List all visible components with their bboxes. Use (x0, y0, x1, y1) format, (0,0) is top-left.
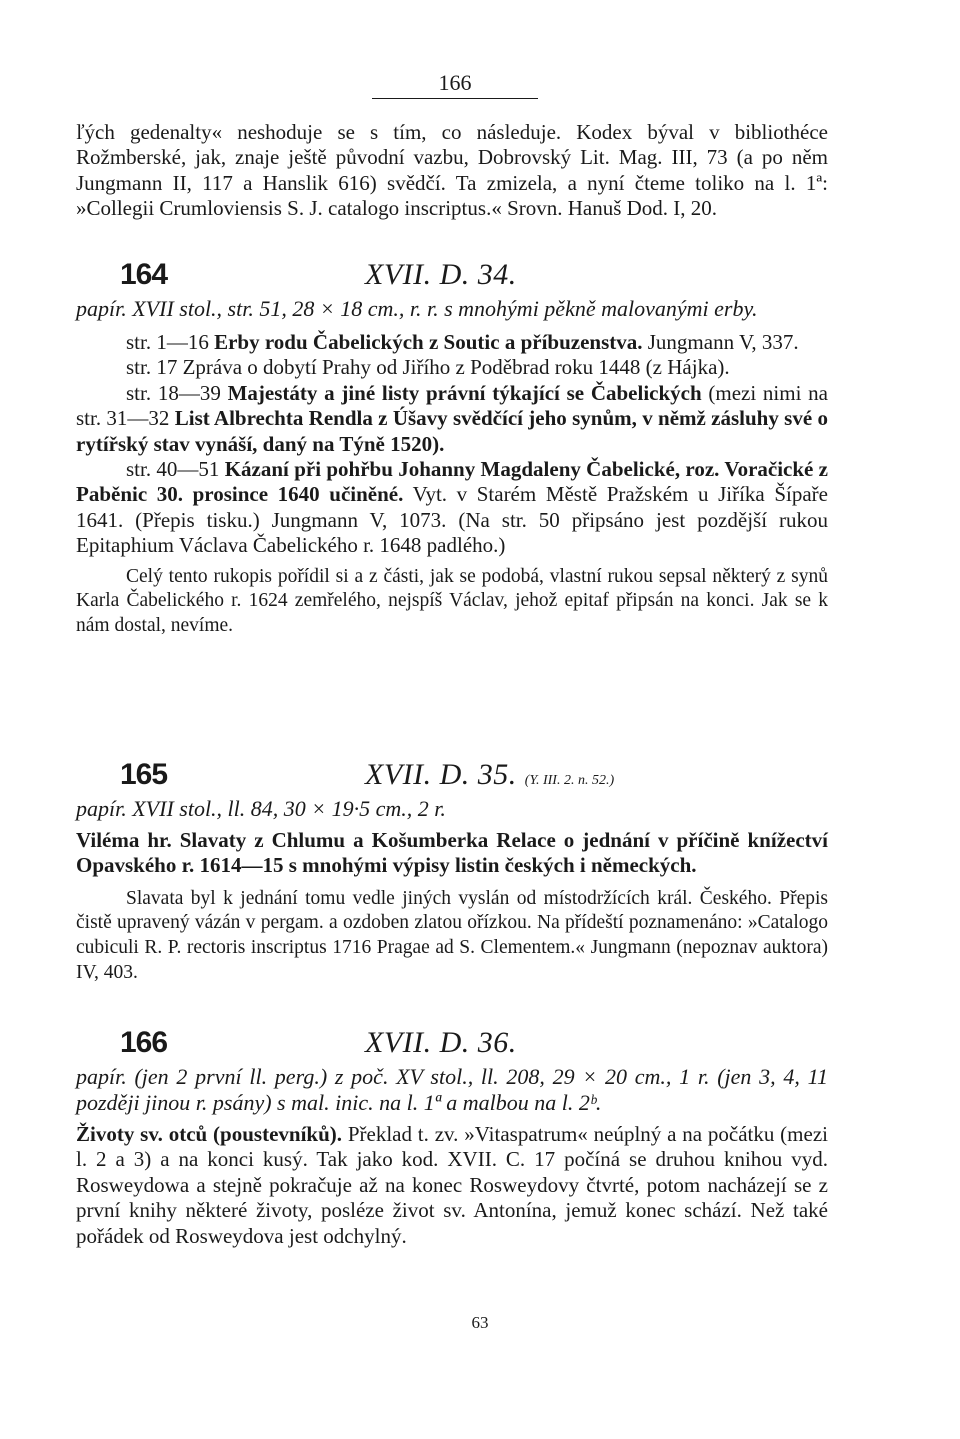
entry-signature (365, 758, 614, 792)
entry-item (76, 457, 828, 559)
item-pages: str. 40—51 (126, 457, 225, 482)
entry-164-body (76, 296, 828, 638)
entry-text (76, 1122, 828, 1249)
signature-note: (Y. III. 2. n. 52.) (524, 773, 615, 788)
intro-block (76, 120, 828, 222)
entry-title-rest: Překlad t. zv. »Vitaspatrum« neúplný a na počátku (mezi l. 2 a 3) a na konci kusý. Tak jako kod. XVII. C. 17 počíná se druhou knihou vyd. Rosweydowa a stejně pokračuje až na konec Rosweydovy čtvrté, potom nacházejí se z první knihy některé životy, posléze život sv. Antonína, jemuž konec schází. Než také pořádek od Rosweydova jest odchylný. (76, 1122, 828, 1248)
entry-item (76, 355, 828, 380)
item-pages: str. 17 (126, 355, 183, 380)
intro-paragraph: ľých gedenalty« neshoduje se s tím, co následuje. Kodex býval v bibliothéce Rožmberské, jak, znaje ještě původní vazbu, Dobrovský Lit. Mag. III, 73 (a po něm Jungmann II, 117 a Hanslik 616) svědčí. Ta zmizela, a nyní čteme toliko na l. 1ª: »Collegii Crumloviensis S. J. catalogo inscriptus.« Srovn. Hanuš Dod. I, 20. (76, 120, 828, 221)
item-pages: str. 1—16 (126, 330, 215, 354)
entry-number: 164 (120, 258, 168, 291)
entry-note: Slavata byl k jednání tomu vedle jiných vyslán od místodržících král. Českého. Přepis čistě upravený vázán v pergam. a ozdoben zlatou ořízkou. Na přídeští poznamenáno: »Catalogo cubiculi R. P. rectoris inscriptus 1716 Pragae ad S. Clementem.« Jungmann (nepoznav auktora) IV, 403. (76, 887, 828, 983)
item-rest: Jungmann V, 337. (642, 330, 799, 354)
signature-main: XVII. D. 35. (365, 758, 517, 791)
item-title: Kázaní při pohřbu Johanny Magdaleny Čabelické, roz. Voračické z Paběnic 30. prosince 1640 učiněné. (76, 457, 829, 507)
item-pages: str. 18—39 (126, 380, 228, 405)
sheet-number: 63 (471, 1313, 489, 1332)
entry-description: papír. (jen 2 první ll. perg.) z poč. XV stol., ll. 208, 29 × 20 cm., 1 r. (jen 3, 4, 11 později jinou r. psány) s mal. inic. na l. 1ª a malbou na l. 2ᵇ. (76, 1064, 828, 1115)
entry-note: Celý tento rukopis pořídil si a z části, jak se podobá, vlastní rukou sepsal některý z synů Karla Čabelického r. 1624 zemřelého, nejspíš Václav, jehož epitaf připsán na konci. Jak se k nám dostal, nevíme. (76, 565, 828, 636)
entry-title: Viléma hr. Slavaty z Chlumu a Košumberka Relace o jednání v příčině knížectví Opavského r. 1614—15 s mnohými výpisy listin českých i německých. (76, 828, 828, 878)
entry-166-body (76, 1064, 828, 1249)
entry-number: 165 (120, 758, 168, 791)
entry-165-body (76, 796, 828, 985)
item-rest: Zpráva o dobytí Prahy od Jiřího z Poděbrad roku 1448 (z Hájka). (182, 355, 730, 380)
item-rest: (mezi nimi na str. 31—32 (76, 380, 828, 431)
entry-number: 166 (120, 1026, 168, 1059)
entry-164-heading (120, 258, 840, 298)
entry-165-heading (120, 758, 840, 798)
item-title: Erby rodu Čabelických z Soutic a příbuzenstva. (214, 330, 643, 354)
entry-title: Životy sv. otců (poustevníků). (76, 1122, 343, 1146)
entry-signature: XVII. D. 34. (365, 258, 517, 291)
entry-description: papír. XVII stol., ll. 84, 30 × 19·5 cm., 2 r. (76, 796, 446, 821)
entry-item (76, 381, 828, 457)
item-title: Majestáty a jiné listy právní týkající se Čabelických (227, 380, 702, 405)
entry-description: papír. XVII stol., str. 51, 28 × 18 cm., r. r. s mnohými pěkně malovanými erby. (76, 296, 758, 321)
page-number: 166 (372, 70, 538, 99)
entry-signature: XVII. D. 36. (365, 1026, 517, 1059)
entry-166-heading (120, 1026, 840, 1066)
item-rest: Vyt. v Starém Městě Pražském u Jiříka Šípaře 1641. (Přepis tisku.) Jungmann V, 1073. (Na str. 50 připsáno jest pozdější rukou Epitaphium Václava Čabelického r. 1648 padlého.) (76, 482, 829, 558)
entry-item (76, 330, 828, 355)
item-title-secondary: List Albrechta Rendla z Úšavy svědčící jeho synům, v němž zásluhy své o rytířský stav vynáší, daný na Týně 1520). (76, 406, 828, 456)
